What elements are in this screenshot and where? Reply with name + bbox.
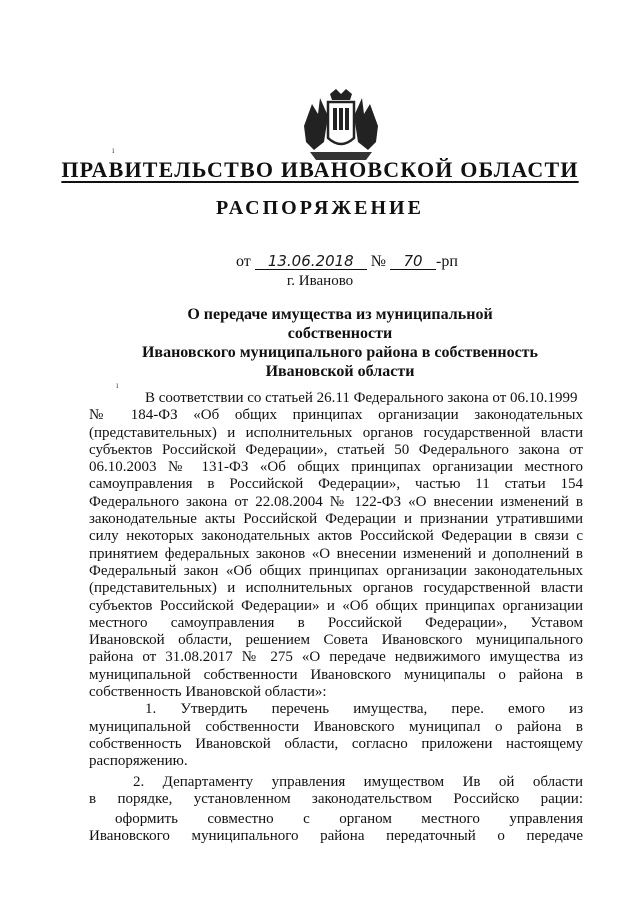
- body-line: В соответствии со статьей 26.11 Федерального закона от 06.10.1999: [145, 390, 578, 406]
- body-line: (представительных) и исполнительных органов государственной власти: [89, 580, 583, 597]
- subject-line: О передаче имущества из муниципальной собственности: [187, 306, 493, 342]
- body-line: оформить совместно с органом местного управления: [115, 811, 583, 828]
- doc-date: 13.06.2018: [255, 253, 367, 270]
- body-line: муниципальной собственности Ивановского муниципал о района в: [89, 718, 583, 735]
- body-line: 2. Департаменту управления имуществом Ив ой области: [133, 773, 583, 790]
- body-line: № 184-ФЗ «Об общих принципах организации законодательных: [89, 407, 583, 424]
- body-line: Ивановского муниципального района передаточный о передаче: [89, 828, 583, 845]
- body-line: силу некоторых законодательных актов Российской Федерации в связи с: [89, 528, 583, 545]
- doc-number-line: [236, 253, 458, 271]
- body-line: (представительных) и исполнительных органов государственной власти: [89, 424, 583, 441]
- coat-of-arms-icon: [300, 86, 382, 164]
- doc-number: 70: [390, 253, 436, 270]
- scan-mark: ı: [112, 145, 115, 155]
- scan-mark: ı: [116, 380, 119, 390]
- body-line: распоряжению.: [89, 753, 188, 770]
- subject-line: Ивановского муниципального района в собственность: [141, 344, 538, 361]
- body-line: Федеральный закон «Об общих принципах организации законодательных: [89, 562, 583, 579]
- doc-type: РАСПОРЯЖЕНИЕ: [216, 197, 424, 219]
- body-line: субъектов Российской Федерации», статьей 50 Федерального закона от: [89, 441, 583, 458]
- subject-line: Ивановской области: [265, 363, 415, 380]
- body-line: Ивановской области, решением Совета Ивановского муниципального: [89, 632, 583, 649]
- body-line: собственность Ивановской области, согласно приложени настоящему: [89, 735, 583, 752]
- from-label: от: [236, 253, 251, 270]
- org-title: ПРАВИТЕЛЬСТВО ИВАНОВСКОЙ ОБЛАСТИ: [61, 157, 579, 182]
- body-line: района от 31.08.2017 № 275 «О передаче недвижимого имущества из: [89, 649, 583, 666]
- body-line: субъектов Российской Федерации» и «Об общих принципах организации: [89, 597, 583, 614]
- body-text: [89, 390, 583, 846]
- body-line: собственность Ивановской области»:: [89, 684, 327, 701]
- number-label: №: [370, 253, 387, 270]
- number-suffix: -рп: [436, 253, 458, 270]
- body-line: 1. Утвердить перечень имущества, пере. емого из: [145, 701, 583, 718]
- body-line: принятием федеральных законов «О внесении изменений и дополнений в: [89, 545, 583, 562]
- subject: [140, 305, 540, 381]
- city: г. Иваново: [286, 273, 354, 289]
- body-line: самоуправления в Российской Федерации», частью 11 статьи 154: [89, 476, 583, 493]
- body-line: в порядке, установленном законодательством Российско рации:: [89, 790, 583, 807]
- body-line: законодательные акты Российской Федерации и признании утратившими: [89, 511, 583, 528]
- body-line: Федерального закона от 22.08.2004 № 122-ФЗ «О внесении изменений в: [89, 493, 583, 510]
- body-line: 06.10.2003 № 131-ФЗ «Об общих принципах организации местного: [89, 459, 583, 476]
- body-line: муниципальной собственности Ивановского муниципалы о района в: [89, 666, 583, 683]
- body-line: местного самоуправления в Российской Федерации», Уставом: [89, 614, 583, 631]
